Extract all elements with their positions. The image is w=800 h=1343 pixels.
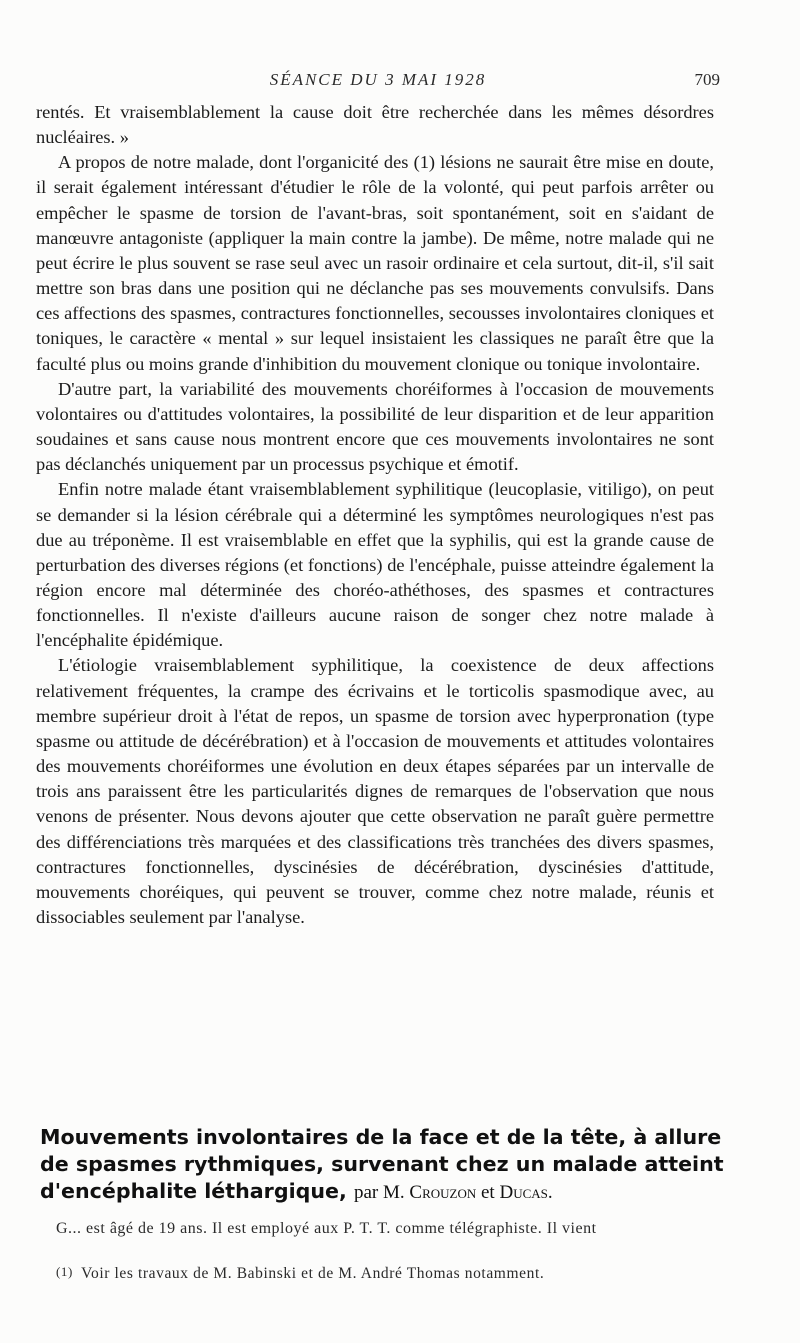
footnote-marker: (1) bbox=[56, 1264, 73, 1279]
running-head bbox=[36, 70, 720, 94]
byline-prefix: par M. bbox=[354, 1182, 405, 1203]
footnote-text: Voir les travaux de M. Babinski et de M. André Thomas notamment. bbox=[81, 1265, 545, 1282]
paragraph-continuation: rentés. Et vraisemblablement la cause doit être recherchée dans les mêmes désordres nucléaires. » bbox=[36, 102, 714, 148]
body-text bbox=[36, 100, 714, 930]
page-number: 709 bbox=[694, 70, 720, 89]
paragraph-syphilis: Enfin notre malade étant vraisemblablement syphilitique (leucoplasie, vitiligo), on peut se demander si la lésion cérébrale qui a déterminé les symptômes neurologiques n'est pas due au tréponème. Il est vraisemblable en effet que la syphilis, qui est la grande cause de perturbation des diverses régions (et fonctions) de l'encéphale, puisse atteindre également la région encore mal déterminée des choréo-athéthoses, des spasmes et contractures fonctionnelles. Il n'existe d'ailleurs aucune raison de songer chez notre malade à l'encéphalite épidémique. bbox=[36, 479, 714, 651]
paragraph-etiologie: L'étiologie vraisemblablement syphilitique, la coexistence de deux affections relativement fréquentes, la crampe des écrivains et le torticolis spasmodique avec, au membre supérieur droit à l'état de repos, un spasme de torsion avec hyperpronation (type spasme ou attitude de décérébration) et à l'occasion de mouvements et attitudes volontaires des mouvements choréiformes une évolution en deux étapes séparées par un intervalle de trois ans paraissent être les particularités dignes de remarques de l'observation que nous venons de présenter. Nous devons ajouter que cette observation ne paraît guère permettre des différenciations très marquées et des classifications très tranchées des divers spasmes, contractures fonctionnelles, dyscinésies de décérébration, dyscinésies d'attitude, mouvements choréiques, qui peuvent se trouver, comme chez notre malade, réunis et dissociables seulement par l'analyse. bbox=[36, 655, 714, 927]
article-byline: par M. Crouzon et Ducas. bbox=[354, 1182, 553, 1203]
case-intro-line: G... est âgé de 19 ans. Il est employé aux P. T. T. comme télégraphiste. Il vient bbox=[56, 1220, 597, 1237]
author-ducas: Ducas bbox=[499, 1182, 548, 1203]
footnote bbox=[56, 1261, 722, 1285]
byline-conjunction: et bbox=[481, 1182, 495, 1203]
paragraph-variabilite: D'autre part, la variabilité des mouvements choréiformes à l'occasion de mouvements volontaires ou d'attitudes volontaires, la possibilité de leur disparition et de leur apparition soudaines et sans cause nous montrent encore que ces mouvements involontaires ne sont pas déclanchés uniquement par un processus psychique et émotif. bbox=[36, 378, 714, 475]
author-crouzon: Crouzon bbox=[409, 1182, 477, 1203]
article-heading bbox=[40, 1124, 726, 1206]
paragraph-volonte: A propos de notre malade, dont l'organicité des (1) lésions ne saurait être mise en doute, il serait également intéressant d'étudier le rôle de la volonté, qui peut parfois arrêter ou empêcher le spasme de torsion de l'avant-bras, soit spontanément, soit en s'aidant de manœuvre antagoniste (appliquer la main contre la jambe). De même, notre malade qui ne peut écrire le plus souvent se rase seul avec un rasoir ordinaire et cela surtout, dit-il, s'il sait mettre son bras dans une position qui ne déclanche pas ses mouvements convulsifs. Dans ces affections des spasmes, contractures fonctionnelles, secousses involontaires cloniques et toniques, le caractère « mental » sur lequel insistaient les classiques ne paraît être que la faculté plus ou moins grande d'inhibition du mouvement clonique ou tonique involontaire. bbox=[36, 152, 714, 374]
article-title: Mouvements involontaires de la face et de la tête, à allure de spasmes rythmiques, survenant chez un malade atteint d'encéphalite léthargique, bbox=[40, 1125, 724, 1203]
running-head-title: SÉANCE DU 3 MAI 1928 bbox=[269, 70, 487, 89]
